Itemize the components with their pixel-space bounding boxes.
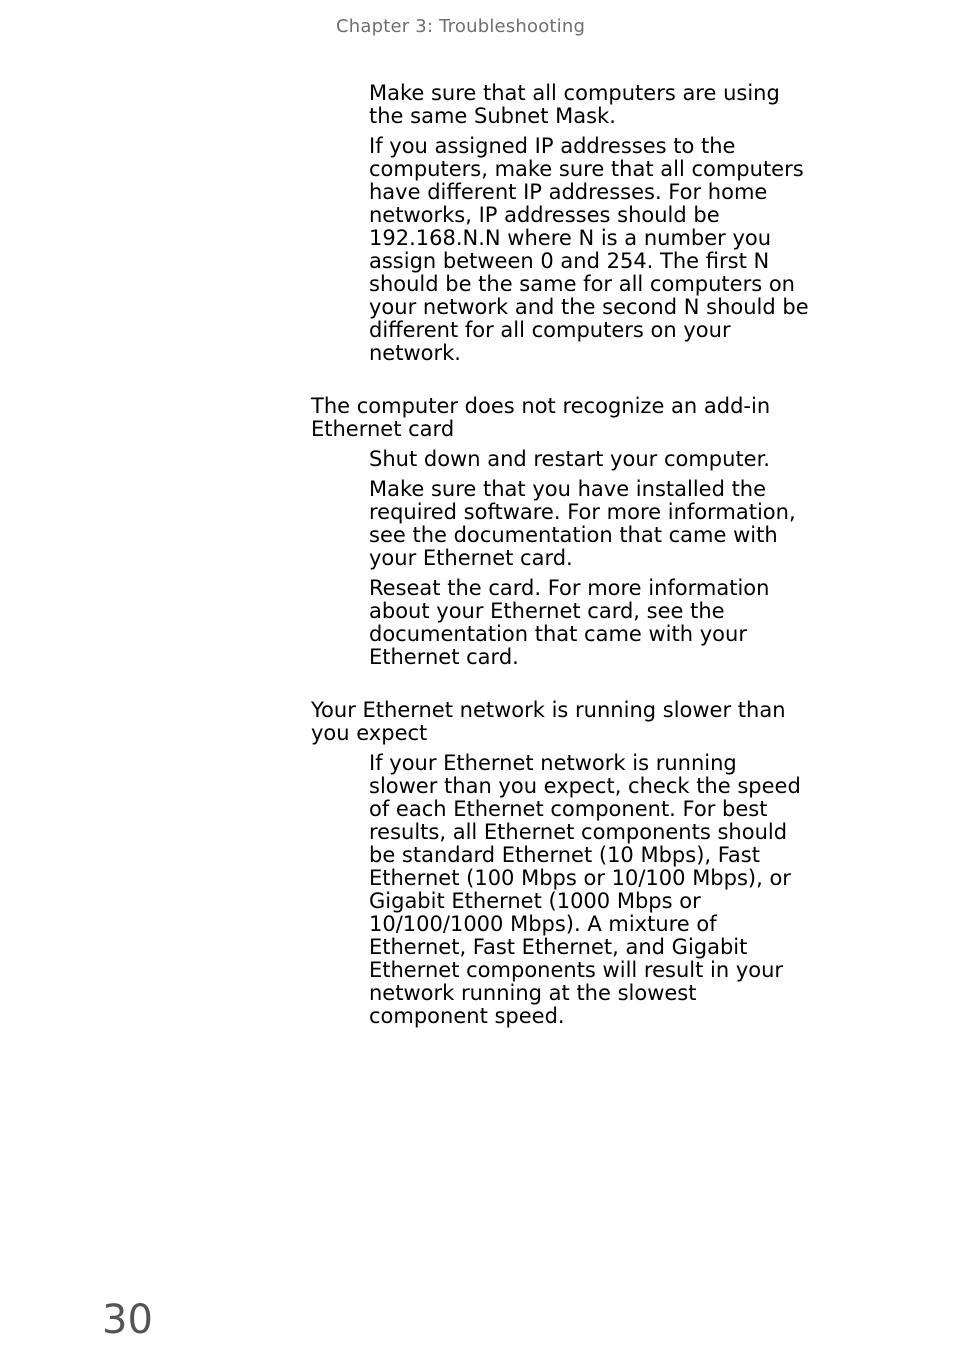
page-number: 30 [102,1297,153,1343]
problem-heading: The computer does not recognize an add-in Ethernet card [311,394,771,441]
body-paragraph: If you assigned IP addresses to the computers, make sure that all computers have different IP addresses. For home networks, IP addresses should be 192.168.N.N where N is a number you assign between 0 and 254. The first N should be the same for all computers on your network and the second N should be different for all computers on your network. [369,134,809,365]
running-header: Chapter 3: Troubleshooting [336,16,586,37]
body-paragraph: Shut down and restart your computer. [369,447,770,471]
section-slow-network [311,699,811,1028]
body-paragraph: Make sure that all computers are using the same Subnet Mask. [369,81,780,128]
body-paragraph: If your Ethernet network is running slower than you expect, check the speed of each Ethernet component. For best results, all Ethernet components should be standard Ethernet (10 Mbps), Fast Ethernet (100 Mbps or 10/100 Mbps), or Gigabit Ethernet (1000 Mbps or 10/100/1000 Mbps). A mixture of Ethernet, Fast Ethernet, and Gigabit Ethernet components will result in your network running at the slowest component speed. [369,751,801,1028]
problem-heading: Your Ethernet network is running slower than you expect [311,698,786,745]
section-ethernet-card [311,395,811,669]
body-paragraph: Reseat the card. For more information about your Ethernet card, see the documentation that came with your Ethernet card. [369,576,770,669]
section-continued [311,82,811,365]
troubleshooting-content [311,82,811,1058]
body-paragraph: Make sure that you have installed the required software. For more information, see the documentation that came with your Ethernet card. [369,477,796,570]
